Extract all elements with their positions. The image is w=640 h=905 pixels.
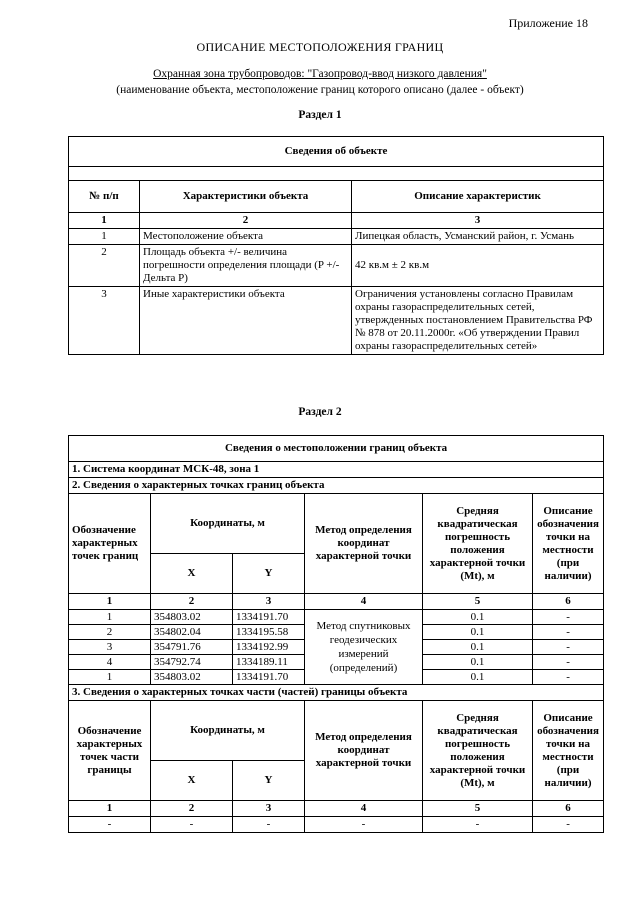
col-number: 1: [69, 801, 151, 817]
row-characteristic: Иные характеристики объекта: [140, 287, 352, 355]
col-number: 1: [69, 594, 151, 610]
part-cell: -: [305, 817, 423, 833]
col-header-method: Метод определения координат характерной точки: [305, 701, 423, 801]
col-header-method: Метод определения координат характерной точки: [305, 494, 423, 594]
point-y: 1334191.70: [233, 670, 305, 685]
point-id: 1: [69, 670, 151, 685]
object-info-title: Сведения об объекте: [69, 137, 604, 167]
row-description: Ограничения установлены согласно Правилам охраны газораспределительных сетей, утвержденных постановлением Правительства РФ № 878 от 20.11.2000г. «Об утверждении Правил охраны газораспределительных сетей»: [352, 287, 604, 355]
point-x: 354802.04: [151, 625, 233, 640]
row-num: 3: [69, 287, 140, 355]
point-y: 1334191.70: [233, 610, 305, 625]
point-id: 4: [69, 655, 151, 670]
point-x: 354803.02: [151, 610, 233, 625]
col-header-x: X: [151, 554, 233, 594]
point-x: 354791.76: [151, 640, 233, 655]
point-desc: -: [533, 655, 604, 670]
boundary-table: [68, 435, 604, 833]
col-header-y: Y: [233, 761, 305, 801]
points-section-title: 2. Сведения о характерных точках границ объекта: [69, 478, 604, 494]
col-number-3: 3: [352, 213, 604, 229]
point-desc: -: [533, 670, 604, 685]
col-header-x: X: [151, 761, 233, 801]
section1-title: Раздел 1: [298, 109, 342, 121]
row-characteristic: Местоположение объекта: [140, 229, 352, 245]
part-cell: -: [151, 817, 233, 833]
col-header-coords: Координаты, м: [151, 701, 305, 761]
point-id: 3: [69, 640, 151, 655]
col-header-point-part: Обозначение характерных точек части границы: [69, 701, 151, 801]
col-header-description: Описание характеристик: [352, 181, 604, 213]
row-description: Липецкая область, Усманский район, г. Усмань: [352, 229, 604, 245]
part-cell: -: [533, 817, 604, 833]
point-error: 0.1: [423, 670, 533, 685]
appendix-label: Приложение 18: [508, 16, 588, 30]
col-number-1: 1: [69, 213, 140, 229]
table-row: [69, 229, 604, 245]
row-num: 1: [69, 229, 140, 245]
col-number: 4: [305, 594, 423, 610]
table-row: [69, 245, 604, 287]
point-desc: -: [533, 625, 604, 640]
col-number: 3: [233, 801, 305, 817]
object-info-table: [68, 136, 604, 355]
row-description: 42 кв.м ± 2 кв.м: [352, 245, 604, 287]
col-header-num: № п/п: [69, 181, 140, 213]
point-method: Метод спутниковых геодезических измерений (определений): [305, 610, 423, 685]
boundary-table-title: Сведения о местоположении границ объекта: [69, 436, 604, 462]
point-x: 354792.74: [151, 655, 233, 670]
table-row: [69, 610, 604, 625]
point-error: 0.1: [423, 655, 533, 670]
object-name-text: Охранная зона трубопроводов: "Газопровод-ввод низкого давления": [153, 68, 487, 80]
col-number: 5: [423, 801, 533, 817]
col-number-2: 2: [140, 213, 352, 229]
col-number: 2: [151, 801, 233, 817]
col-number: 4: [305, 801, 423, 817]
col-number: 5: [423, 594, 533, 610]
coord-system: 1. Система координат МСК-48, зона 1: [69, 462, 604, 478]
col-header-characteristic: Характеристики объекта: [140, 181, 352, 213]
table-row: [69, 287, 604, 355]
row-characteristic: Площадь объекта +/- величина погрешности определения площади (P +/- Дельта P): [140, 245, 352, 287]
part-cell: -: [233, 817, 305, 833]
point-id: 1: [69, 610, 151, 625]
point-y: 1334192.99: [233, 640, 305, 655]
col-number: 2: [151, 594, 233, 610]
spacer-row: [69, 167, 604, 181]
point-desc: -: [533, 610, 604, 625]
col-number: 6: [533, 801, 604, 817]
point-y: 1334189.11: [233, 655, 305, 670]
col-header-error: Средняя квадратическая погрешность положения характерной точки (Мt), м: [423, 701, 533, 801]
point-desc: -: [533, 640, 604, 655]
table-row: [69, 817, 604, 833]
section2-title: Раздел 2: [298, 406, 342, 418]
point-x: 354803.02: [151, 670, 233, 685]
point-error: 0.1: [423, 625, 533, 640]
document-title: ОПИСАНИЕ МЕСТОПОЛОЖЕНИЯ ГРАНИЦ: [196, 40, 444, 54]
parts-section-title: 3. Сведения о характерных точках части (частей) границы объекта: [69, 685, 604, 701]
object-note: (наименование объекта, местоположение границ которого описано (далее - объект): [116, 84, 524, 96]
part-cell: -: [423, 817, 533, 833]
point-id: 2: [69, 625, 151, 640]
point-y: 1334195.58: [233, 625, 305, 640]
row-num: 2: [69, 245, 140, 287]
point-error: 0.1: [423, 640, 533, 655]
col-number: 3: [233, 594, 305, 610]
col-header-desc: Описание обозначения точки на местности (при наличии): [533, 701, 604, 801]
col-header-desc: Описание обозначения точки на местности (при наличии): [533, 494, 604, 594]
col-number: 6: [533, 594, 604, 610]
col-header-coords: Координаты, м: [151, 494, 305, 554]
col-header-y: Y: [233, 554, 305, 594]
col-header-error: Средняя квадратическая погрешность положения характерной точки (Мt), м: [423, 494, 533, 594]
point-error: 0.1: [423, 610, 533, 625]
col-header-point: Обозначение характерных точек границ: [69, 494, 151, 594]
part-cell: -: [69, 817, 151, 833]
object-name: [0, 68, 640, 80]
